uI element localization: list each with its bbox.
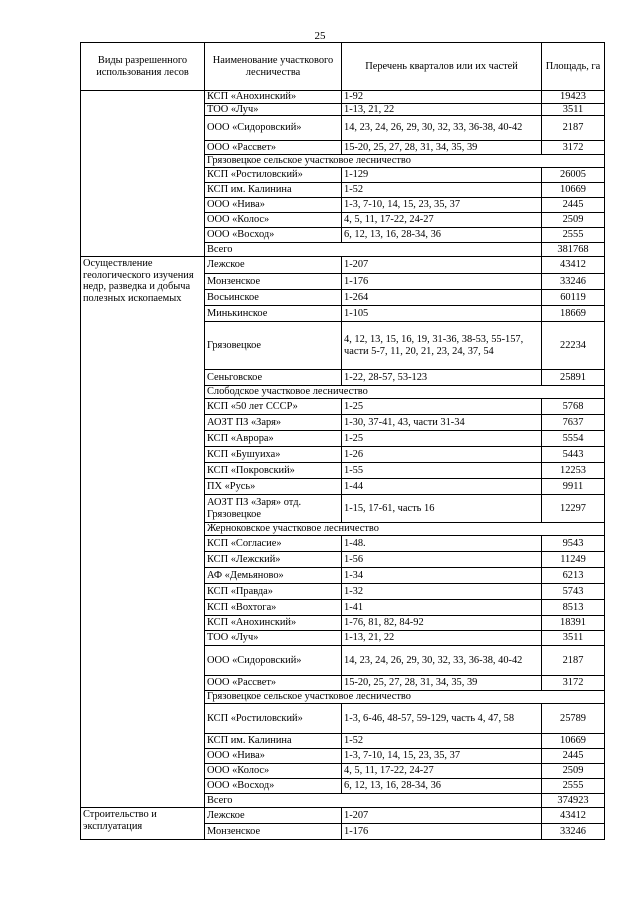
area-cell: 12253: [542, 463, 605, 479]
quarters-cell: 6, 12, 13, 16, 28-34, 36: [342, 779, 542, 794]
forestry-name-cell: ТОО «Луч»: [205, 631, 342, 646]
subsection-title: Слободское участковое лесничество: [205, 386, 605, 399]
forestry-name-cell: Грязовецкое: [205, 322, 342, 370]
quarters-cell: 15-20, 25, 27, 28, 31, 34, 35, 39: [342, 676, 542, 691]
area-cell: 18391: [542, 616, 605, 631]
quarters-cell: 6, 12, 13, 16, 28-34, 36: [342, 228, 542, 243]
forestry-name-cell: ООО «Восход»: [205, 779, 342, 794]
table-row: [81, 257, 605, 274]
area-cell: 2555: [542, 228, 605, 243]
forestry-name-cell: ООО «Рассвет»: [205, 141, 342, 155]
area-cell: 5554: [542, 431, 605, 447]
quarters-cell: 1-25: [342, 431, 542, 447]
forestry-name-cell: Монзенское: [205, 274, 342, 290]
quarters-cell: 1-207: [342, 257, 542, 274]
area-cell: 3511: [542, 103, 605, 116]
quarters-cell: 1-176: [342, 824, 542, 840]
forestry-name-cell: ООО «Колос»: [205, 764, 342, 779]
forestry-name-cell: ООО «Рассвет»: [205, 676, 342, 691]
area-cell: 12297: [542, 495, 605, 523]
quarters-cell: 4, 5, 11, 17-22, 24-27: [342, 213, 542, 228]
area-cell: 2445: [542, 198, 605, 213]
header-use: Виды разрешенного использования лесов: [81, 43, 205, 91]
quarters-cell: 1-13, 21, 22: [342, 103, 542, 116]
use-type-cell: Строительство и эксплуатация: [81, 808, 205, 840]
quarters-cell: 1-3, 6-46, 48-57, 59-129, часть 4, 47, 58: [342, 704, 542, 734]
quarters-cell: 1-41: [342, 600, 542, 616]
forestry-name-cell: АФ «Демьяново»: [205, 568, 342, 584]
forestry-name-cell: КСП «Аврора»: [205, 431, 342, 447]
quarters-cell: 1-26: [342, 447, 542, 463]
area-cell: 10669: [542, 734, 605, 749]
area-cell: 11249: [542, 552, 605, 568]
subsection-title: Грязовецкое сельское участковое лесничество: [205, 155, 605, 168]
total-area: 381768: [542, 243, 605, 257]
quarters-cell: 1-52: [342, 734, 542, 749]
header-area: Площадь, га: [542, 43, 605, 91]
area-cell: 2187: [542, 116, 605, 141]
quarters-cell: 1-76, 81, 82, 84-92: [342, 616, 542, 631]
forestry-name-cell: АОЗТ ПЗ «Заря»: [205, 415, 342, 431]
quarters-cell: 1-34: [342, 568, 542, 584]
forestry-name-cell: ООО «Сидоровский»: [205, 646, 342, 676]
area-cell: 18669: [542, 306, 605, 322]
area-cell: 2445: [542, 749, 605, 764]
subsection-title: Жерноковское участковое лесничество: [205, 523, 605, 536]
area-cell: 9911: [542, 479, 605, 495]
table-row: [81, 91, 605, 104]
quarters-cell: 1-92: [342, 91, 542, 104]
area-cell: 9543: [542, 536, 605, 552]
area-cell: 2509: [542, 764, 605, 779]
forestry-name-cell: КСП «Покровский»: [205, 463, 342, 479]
quarters-cell: 1-3, 7-10, 14, 15, 23, 35, 37: [342, 198, 542, 213]
quarters-cell: 1-3, 7-10, 14, 15, 23, 35, 37: [342, 749, 542, 764]
forestry-name-cell: ООО «Колос»: [205, 213, 342, 228]
use-type-cell: [81, 91, 205, 257]
total-label: Всего: [205, 243, 542, 257]
quarters-cell: 15-20, 25, 27, 28, 31, 34, 35, 39: [342, 141, 542, 155]
forestry-name-cell: КСП «Анохинский»: [205, 91, 342, 104]
area-cell: 33246: [542, 274, 605, 290]
forestry-name-cell: ТОО «Луч»: [205, 103, 342, 116]
forestry-name-cell: Лежское: [205, 257, 342, 274]
forestry-name-cell: ООО «Сидоровский»: [205, 116, 342, 141]
quarters-cell: 1-52: [342, 183, 542, 198]
forestry-name-cell: Лежское: [205, 808, 342, 824]
area-cell: 3172: [542, 141, 605, 155]
area-cell: 19423: [542, 91, 605, 104]
forestry-name-cell: Монзенское: [205, 824, 342, 840]
area-cell: 7637: [542, 415, 605, 431]
quarters-cell: 1-48.: [342, 536, 542, 552]
quarters-cell: 1-56: [342, 552, 542, 568]
forestry-name-cell: КСП «Ростиловский»: [205, 168, 342, 183]
area-cell: 3511: [542, 631, 605, 646]
quarters-cell: 14, 23, 24, 26, 29, 30, 32, 33, 36-38, 40-42: [342, 646, 542, 676]
area-cell: 43412: [542, 808, 605, 824]
total-label: Всего: [205, 794, 542, 808]
quarters-cell: 1-44: [342, 479, 542, 495]
land-use-table: [80, 42, 605, 840]
quarters-cell: 1-207: [342, 808, 542, 824]
use-type-cell: Осуществление геологического изучения недр, разведка и добыча полезных ископаемых: [81, 257, 205, 808]
header-row: [81, 43, 605, 91]
forestry-name-cell: КСП «Бушуиха»: [205, 447, 342, 463]
area-cell: 33246: [542, 824, 605, 840]
quarters-cell: 1-13, 21, 22: [342, 631, 542, 646]
quarters-cell: 4, 5, 11, 17-22, 24-27: [342, 764, 542, 779]
area-cell: 3172: [542, 676, 605, 691]
forestry-name-cell: ПХ «Русь»: [205, 479, 342, 495]
forestry-name-cell: ООО «Нива»: [205, 198, 342, 213]
quarters-cell: 4, 12, 13, 15, 16, 19, 31-36, 38-53, 55-157, части 5-7, 11, 20, 21, 23, 24, 37, 54: [342, 322, 542, 370]
forestry-name-cell: Сеньговское: [205, 370, 342, 386]
quarters-cell: 1-105: [342, 306, 542, 322]
area-cell: 43412: [542, 257, 605, 274]
quarters-cell: 14, 23, 24, 26, 29, 30, 32, 33, 36-38, 40-42: [342, 116, 542, 141]
forestry-name-cell: КСП «Лежский»: [205, 552, 342, 568]
forestry-name-cell: Минькинское: [205, 306, 342, 322]
subsection-title: Грязовецкое сельское участковое лесничество: [205, 691, 605, 704]
forestry-name-cell: Восьинское: [205, 290, 342, 306]
area-cell: 2555: [542, 779, 605, 794]
area-cell: 25789: [542, 704, 605, 734]
forestry-name-cell: КСП им. Калинина: [205, 183, 342, 198]
area-cell: 2187: [542, 646, 605, 676]
quarters-cell: 1-264: [342, 290, 542, 306]
forestry-name-cell: КСП «Ростиловский»: [205, 704, 342, 734]
table-row: [81, 808, 605, 824]
total-area: 374923: [542, 794, 605, 808]
area-cell: 5743: [542, 584, 605, 600]
quarters-cell: 1-55: [342, 463, 542, 479]
area-cell: 5768: [542, 399, 605, 415]
forestry-name-cell: КСП «Правда»: [205, 584, 342, 600]
area-cell: 5443: [542, 447, 605, 463]
area-cell: 2509: [542, 213, 605, 228]
area-cell: 8513: [542, 600, 605, 616]
area-cell: 10669: [542, 183, 605, 198]
quarters-cell: 1-15, 17-61, часть 16: [342, 495, 542, 523]
page-number: 25: [314, 30, 326, 42]
forestry-name-cell: ООО «Восход»: [205, 228, 342, 243]
forestry-name-cell: АОЗТ ПЗ «Заря» отд. Грязовецкое: [205, 495, 342, 523]
quarters-cell: 1-32: [342, 584, 542, 600]
header-quarters: Перечень кварталов или их частей: [342, 43, 542, 91]
quarters-cell: 1-176: [342, 274, 542, 290]
table-body: [81, 91, 605, 840]
area-cell: 6213: [542, 568, 605, 584]
forestry-name-cell: КСП «50 лет СССР»: [205, 399, 342, 415]
area-cell: 25891: [542, 370, 605, 386]
forestry-name-cell: КСП «Анохинский»: [205, 616, 342, 631]
forestry-name-cell: ООО «Нива»: [205, 749, 342, 764]
header-forestry: Наименование участкового лесничества: [205, 43, 342, 91]
area-cell: 22234: [542, 322, 605, 370]
forestry-name-cell: КСП «Вохтога»: [205, 600, 342, 616]
area-cell: 60119: [542, 290, 605, 306]
forestry-name-cell: КСП «Согласие»: [205, 536, 342, 552]
quarters-cell: 1-22, 28-57, 53-123: [342, 370, 542, 386]
quarters-cell: 1-30, 37-41, 43, части 31-34: [342, 415, 542, 431]
quarters-cell: 1-25: [342, 399, 542, 415]
quarters-cell: 1-129: [342, 168, 542, 183]
area-cell: 26005: [542, 168, 605, 183]
forestry-name-cell: КСП им. Калинина: [205, 734, 342, 749]
